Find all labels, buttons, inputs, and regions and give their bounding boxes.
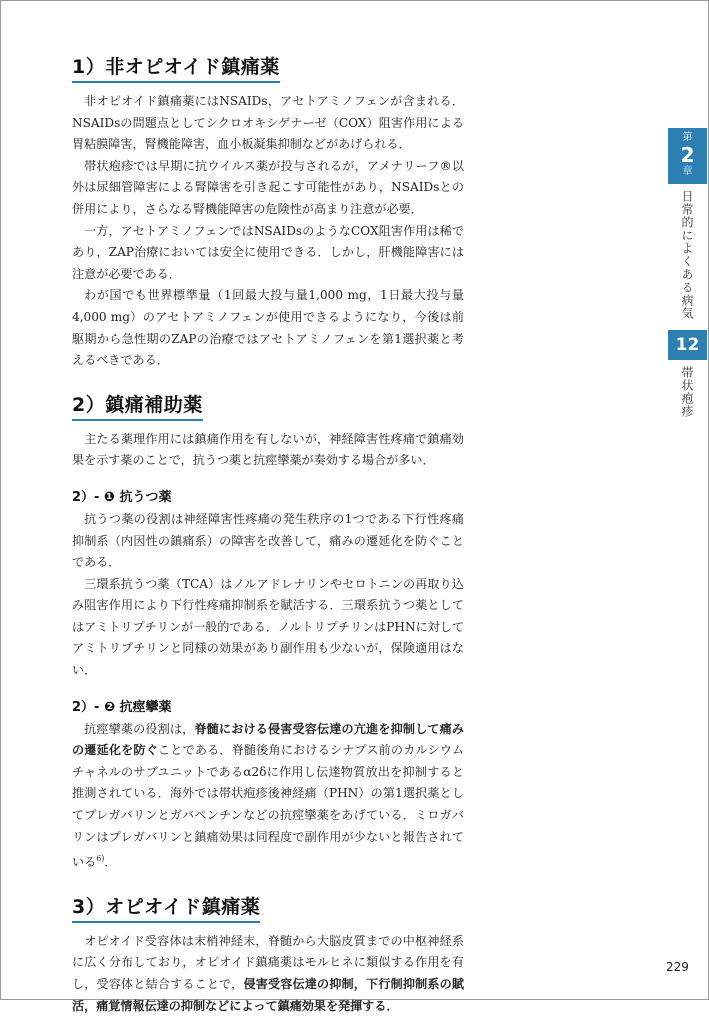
chapter-label-bottom: 章: [682, 166, 693, 177]
text-run: 抗痙攣薬の役割は，: [84, 721, 195, 736]
chapter-title: 日常的によくある病気: [680, 190, 694, 320]
paragraph: [72, 719, 464, 874]
paragraph: 三環系抗うつ薬（TCA）はノルアドレナリンやセロトニンの再取り込み阻害作用により下行性疼痛抑制系を賦活する．三環系抗うつ薬としてはアミトリプチリンが一般的である．ノルトリプチリンはPHNに対してアミトリプチリンと同様の効果があり副作用も少ないが，保険適用はない．: [72, 576, 464, 678]
section-number-badge: 12: [668, 330, 707, 360]
section-heading-2: 2）鎮痛補助薬: [72, 390, 203, 421]
paragraph: [72, 931, 464, 1017]
text-run: ．: [104, 855, 117, 870]
paragraph: 帯状疱疹では早期に抗ウイルス薬が投与されるが，アメナリーフ®以外は尿細管障害による腎障害を引き起こす可能性があり，NSAIDsとの併用により，さらなる腎機能障害の危険性が高まり注意が必要．: [72, 158, 464, 216]
chapter-number: 2: [680, 143, 695, 167]
bold-text: 侵害受容伝達の抑制，下行制抑制系の賦活，痛覚情報伝達の抑制などによって鎮痛効果を発揮する．: [72, 977, 464, 1013]
section-title: 帯状疱疹: [680, 366, 694, 418]
section-heading-3: 3）オピオイド鎮痛薬: [72, 892, 260, 923]
paragraph: わが国でも世界標準量（1回最大投与量1,000 mg，1日最大投与量4,000 mg）のアセトアミノフェンが使用できるようになり，今後は前駆期から急性期のZAPの治療ではアセトアミノフェンを第1選択薬と考えるべきである．: [72, 288, 464, 368]
section-heading-1: 1）非オピオイド鎮痛薬: [72, 52, 280, 83]
subsection-heading-antidepressants: 2）- ❶ 抗うつ薬: [72, 489, 172, 505]
chapter-side-tab: [668, 128, 707, 418]
paragraph: 非オピオイド鎮痛薬にはNSAIDs，アセトアミノフェンが含まれる．NSAIDsの問題点としてシクロオキシゲナーゼ（COX）阻害作用による胃粘膜障害，腎機能障害，血小板凝集抑制などがあげられる．: [72, 94, 464, 152]
paragraph: 主たる薬理作用には鎮痛作用を有しないが，神経障害性疼痛で鎮痛効果を示す薬のことで，抗うつ薬と抗痙攣薬が奏効する場合が多い．: [72, 431, 464, 468]
paragraph: 一方，アセトアミノフェンではNSAIDsのようなCOX阻害作用は稀であり，ZAP治療においては安全に使用できる．しかし，肝機能障害には注意が必要である．: [72, 223, 464, 281]
subsection-heading-anticonvulsants: 2）- ❷ 抗痙攣薬: [72, 699, 172, 715]
reference-mark: 6): [96, 854, 105, 864]
main-content: [72, 52, 464, 1017]
text-run: ことである．脊髄後角におけるシナプス前のカルシウムチャネルのサブユニットであるα2δに作用し伝達物質放出を抑制すると推測されている．海外では帯状疱疹後神経痛（PHN）の第1選択薬としてプレガバリンとガバペンチンなどの抗痙攣薬をあげている．ミロガバリンはプレガバリンと鎮痛効果は同程度で副作用が少ないと報告されている: [72, 743, 464, 870]
text-run: オピオイド受容体は末梢神経末，脊髄から大脳皮質までの中枢神経系に広く分布しており，オピオイド鎮痛薬はモルヒネに類似する作用を有し，受容体と結合することで，: [72, 933, 464, 992]
chapter-label-top: 第: [682, 132, 693, 143]
chapter-badge: [668, 128, 707, 184]
page-number: 229: [666, 960, 689, 974]
paragraph: 抗うつ薬の役割は神経障害性疼痛の発生秩序の1つである下行性疼痛抑制系（内因性の鎮痛系）の障害を改善して，痛みの遷延化を防ぐことである．: [72, 511, 464, 570]
bold-text: 脊髄における侵害受容伝達の亢進を抑制して痛みの遷延化を防ぐ: [72, 721, 464, 758]
